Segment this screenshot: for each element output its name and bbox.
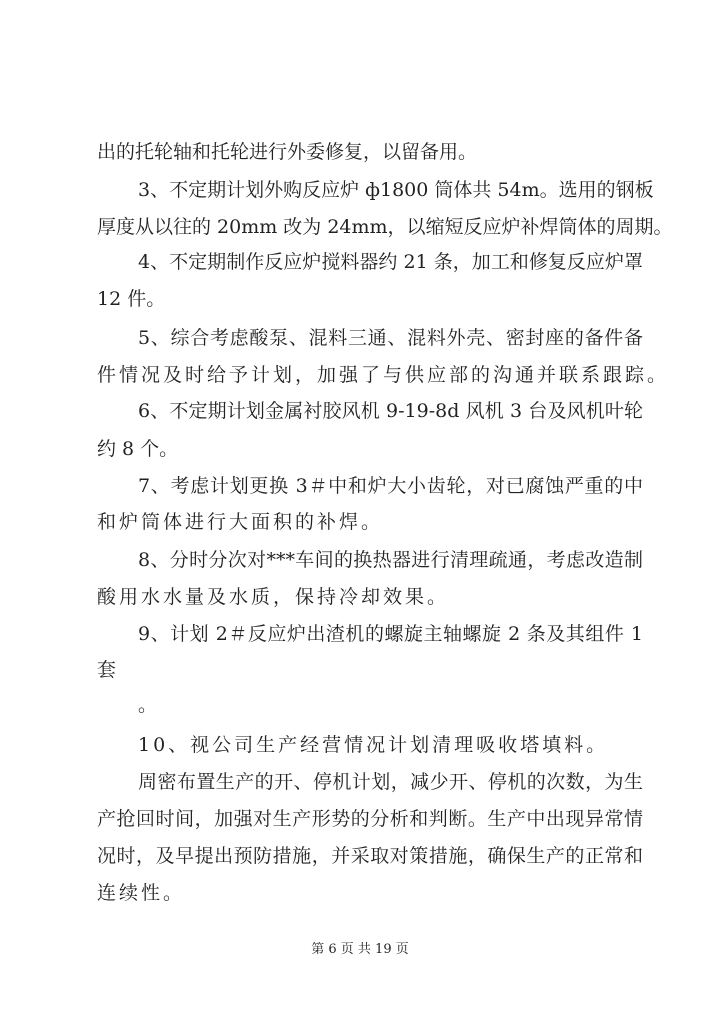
paragraph-line: 件情况及时给予计划，加强了与供应部的沟通并联系跟踪。 — [97, 364, 670, 386]
paragraph-line: 套 — [97, 659, 117, 681]
paragraph-line: 连续性。 — [97, 882, 186, 904]
paragraph-line: 8、分时分次对***车间的换热器进行清理疏通，考虑改造制 — [138, 549, 643, 571]
paragraph-line: 。 — [138, 694, 158, 716]
paragraph-line: 和炉筒体进行大面积的补焊。 — [97, 511, 384, 533]
paragraph-line: 9、计划 2＃反应炉出渣机的螺旋主轴螺旋 2 条及其组件 1 — [138, 623, 643, 645]
paragraph-line: 周密布置生产的开、停机计划，减少开、停机的次数，为生 — [138, 771, 643, 793]
paragraph-line: 出的托轮轴和托轮进行外委修复，以留备用。 — [97, 141, 478, 163]
paragraph-line: 10、视公司生产经营情况计划清理吸收塔填料。 — [138, 734, 609, 756]
paragraph-line: 产抢回时间，加强对生产形势的分析和判断。生产中出现异常情 — [97, 808, 643, 830]
paragraph-line: 况时，及早提出预防措施，并采取对策措施，确保生产的正常和 — [97, 845, 643, 867]
paragraph-line: 6、不定期计划金属衬胶风机 9-19-8d 风机 3 台及风机叶轮 — [138, 400, 643, 422]
paragraph-line: 12 件。 — [97, 288, 166, 310]
paragraph-line: 酸用水水量及水质，保持冷却效果。 — [97, 586, 450, 608]
paragraph-line: 3、不定期计划外购反应炉 ф1800 筒体共 54m。选用的钢板 — [138, 179, 654, 201]
page-number-footer: 第 6 页 共 19 页 — [311, 942, 409, 957]
paragraph-line: 7、考虑计划更换 3＃中和炉大小齿轮，对已腐蚀严重的中 — [138, 475, 643, 497]
paragraph-line: 厚度从以往的 20mm 改为 24mm，以缩短反应炉补焊筒体的周期。 — [97, 216, 673, 238]
paragraph-line: 4、不定期制作反应炉搅料器约 21 条，加工和修复反应炉罩 — [138, 251, 643, 273]
paragraph-line: 约 8 个。 — [97, 438, 179, 460]
paragraph-line: 5、综合考虑酸泵、混料三通、混料外壳、密封座的备件备 — [138, 327, 643, 349]
